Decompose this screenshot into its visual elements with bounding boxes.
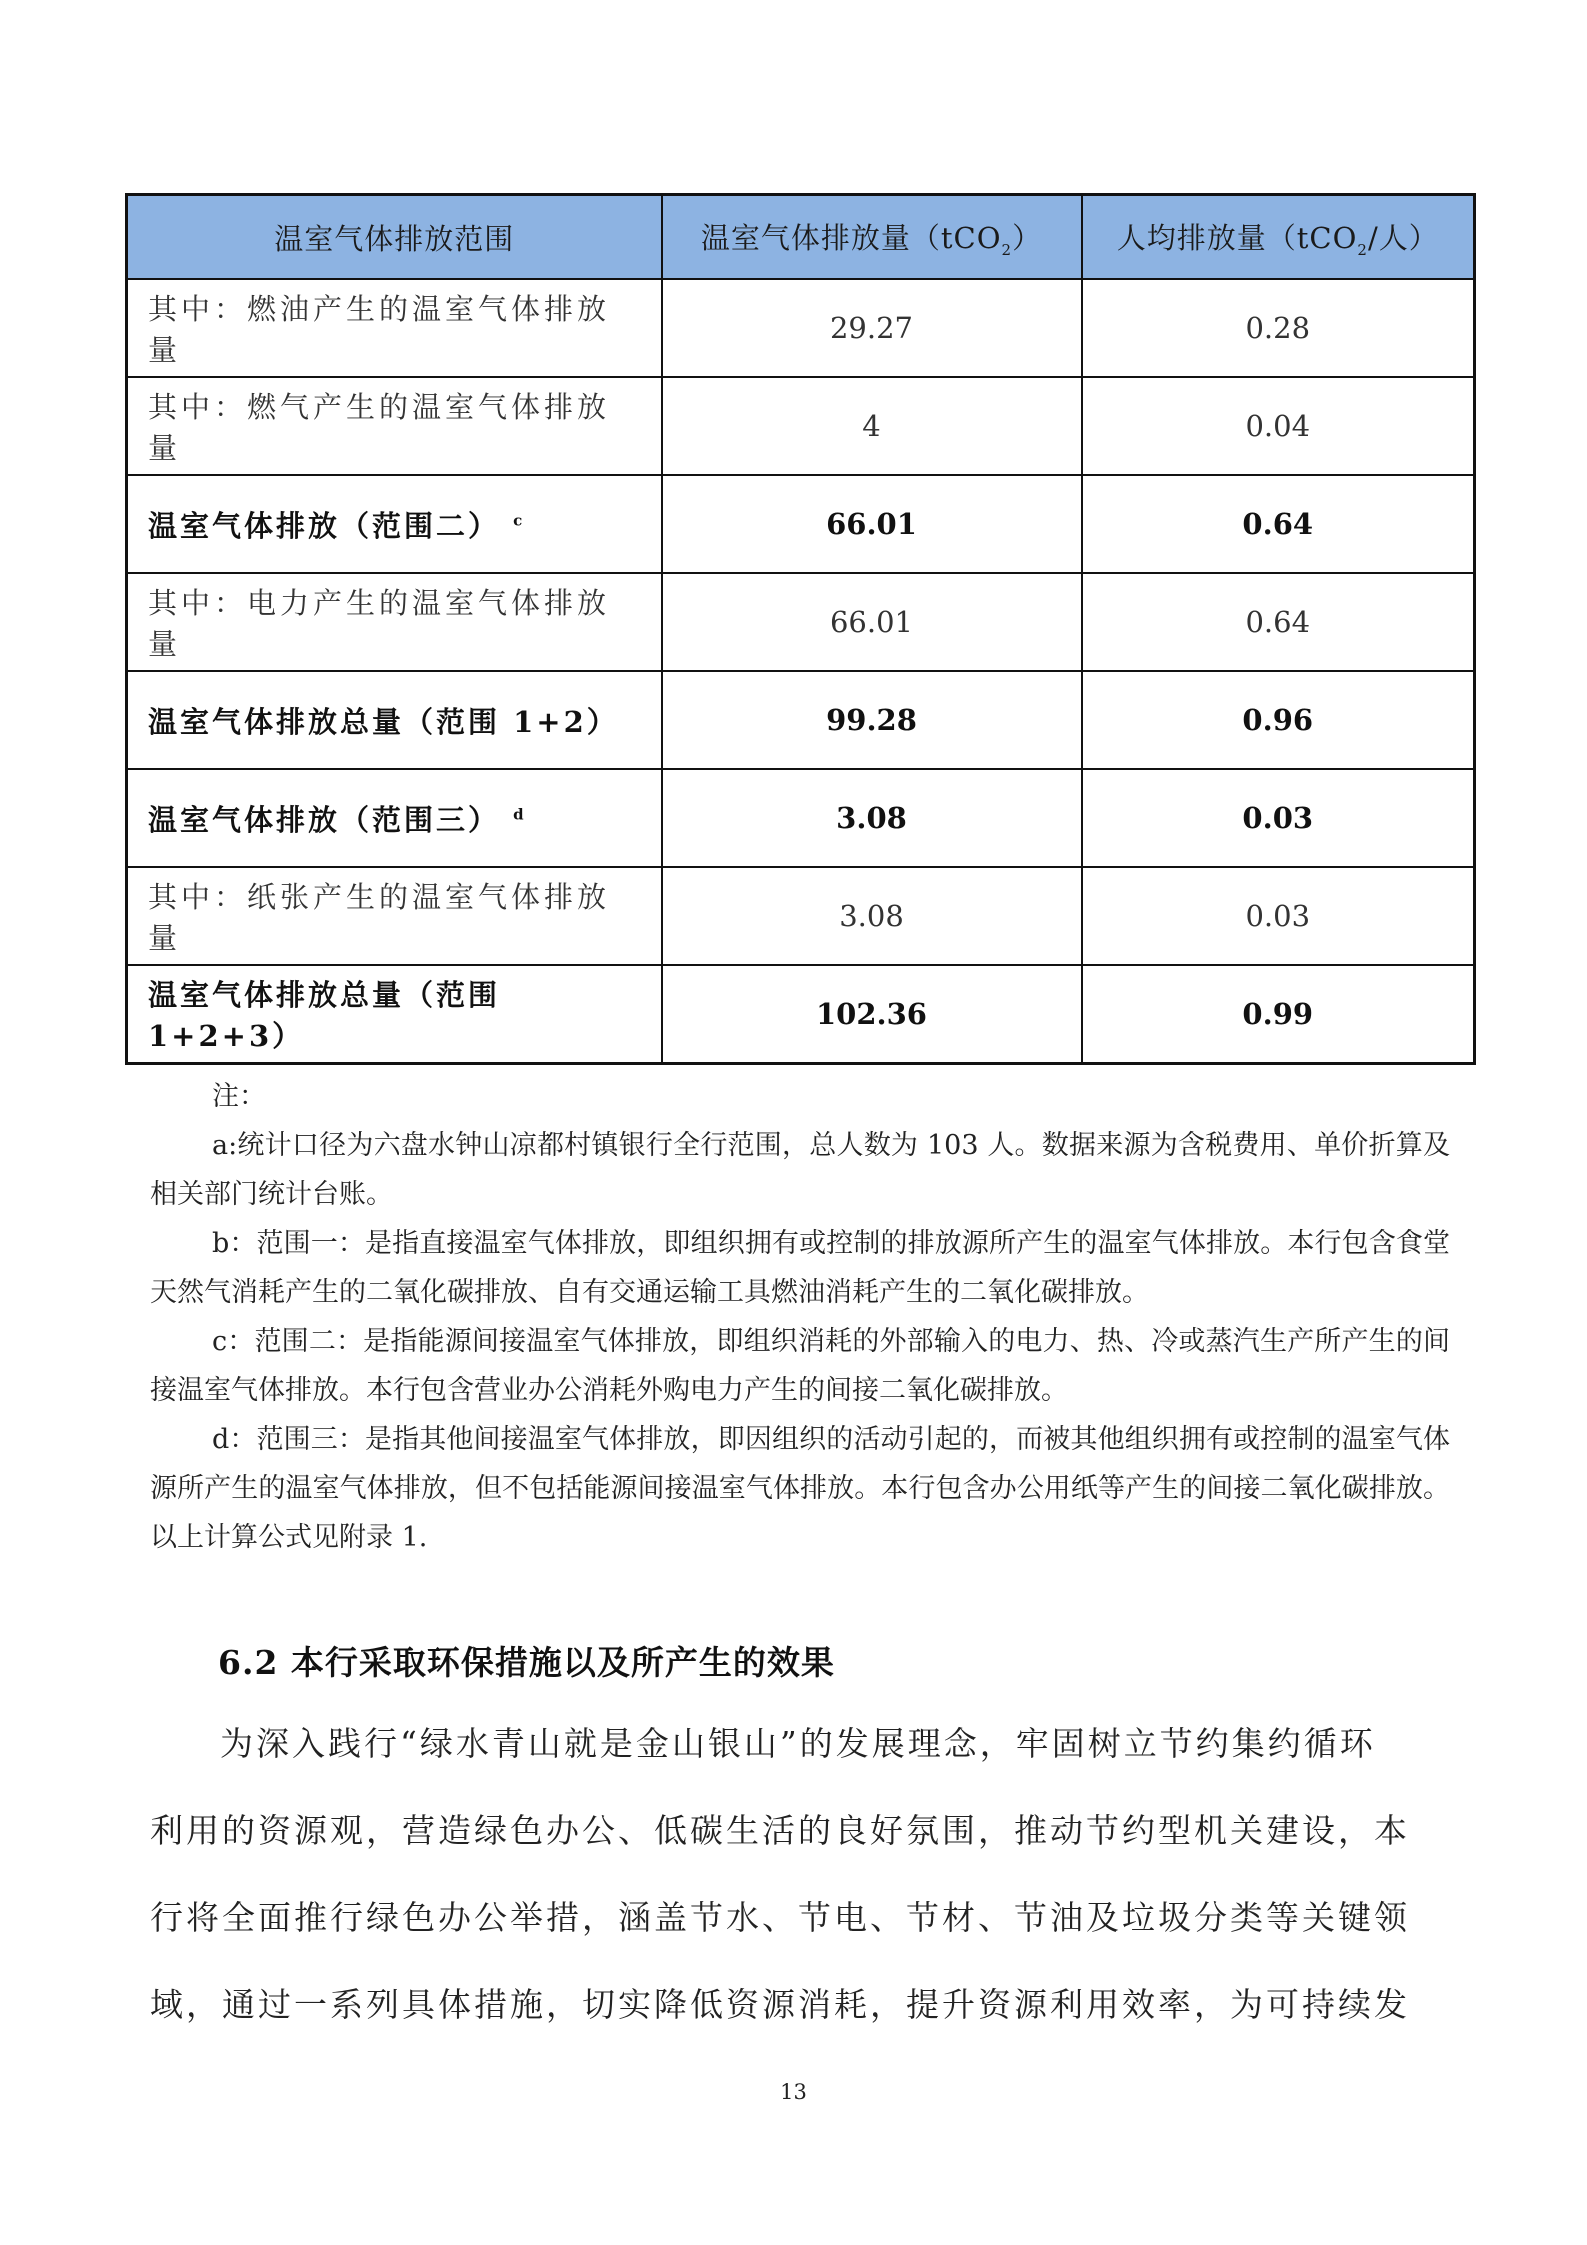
table-row xyxy=(127,867,1475,965)
row-total-emissions: 4 xyxy=(662,377,1082,475)
row-total-emissions: 3.08 xyxy=(662,769,1082,867)
body-line: 利用的资源观，营造绿色办公、低碳生活的良好氛围，推动节约型机关建设，本 xyxy=(150,1811,1410,1850)
row-total-emissions: 66.01 xyxy=(662,573,1082,671)
note-a: a:统计口径为六盘水钟山凉都村镇银行全行范围，总人数为 103 人。数据来源为含税费用、单价折算及相关部门统计台账。 xyxy=(150,1130,1450,1210)
row-per-capita: 0.04 xyxy=(1082,377,1475,475)
row-per-capita: 0.03 xyxy=(1082,769,1475,867)
row-per-capita: 0.28 xyxy=(1082,279,1475,377)
row-per-capita: 0.96 xyxy=(1082,671,1475,769)
ghg-emissions-table xyxy=(125,193,1476,1065)
table-row xyxy=(127,965,1475,1064)
row-label: 温室气体排放（范围三） $^d$ xyxy=(127,769,662,867)
row-total-emissions: 99.28 xyxy=(662,671,1082,769)
row-label: 温室气体排放总量（范围 1+2+3） xyxy=(127,965,662,1064)
note-d: d：范围三：是指其他间接温室气体排放，即因组织的活动引起的，而被其他组织拥有或控制的温室气体源所产生的温室气体排放，但不包括能源间接温室气体排放。本行包含办公用纸等产生的间接二氧化碳排放。以上计算公式见附录 1. xyxy=(150,1424,1450,1553)
table-row xyxy=(127,279,1475,377)
row-total-emissions: 3.08 xyxy=(662,867,1082,965)
footnote-marker: c xyxy=(513,510,526,529)
body-line: 域，通过一系列具体措施，切实降低资源消耗，提升资源利用效率，为可持续发 xyxy=(150,1985,1410,2024)
header-scope: 温室气体排放范围 xyxy=(127,195,662,280)
notes-heading: 注： xyxy=(212,1081,266,1112)
footnote-marker: d xyxy=(513,804,527,823)
table-row xyxy=(127,377,1475,475)
header-per-capita: 人均排放量（tCO$_2$/人） xyxy=(1082,195,1475,280)
section-body xyxy=(150,1700,1452,2048)
table-notes xyxy=(150,1072,1450,1562)
note-b: b：范围一：是指直接温室气体排放，即组织拥有或控制的排放源所产生的温室气体排放。本行包含食堂天然气消耗产生的二氧化碳排放、自有交通运输工具燃油消耗产生的二氧化碳排放。 xyxy=(150,1228,1450,1308)
row-per-capita: 0.03 xyxy=(1082,867,1475,965)
header-total-emissions: 温室气体排放量（tCO$_2$） xyxy=(662,195,1082,280)
row-total-emissions: 29.27 xyxy=(662,279,1082,377)
note-c: c：范围二：是指能源间接温室气体排放，即组织消耗的外部输入的电力、热、冷或蒸汽生产所产生的间接温室气体排放。本行包含营业办公消耗外购电力产生的间接二氧化碳排放。 xyxy=(150,1326,1450,1406)
body-line: 为深入践行“绿水青山就是金山银山”的发展理念，牢固树立节约集约循环 xyxy=(220,1724,1376,1763)
table-row xyxy=(127,573,1475,671)
row-label: 温室气体排放总量（范围 1+2） xyxy=(127,671,662,769)
row-label: 其中：电力产生的温室气体排放量 xyxy=(127,573,662,671)
table-row xyxy=(127,769,1475,867)
section-heading: 6.2 本行采取环保措施以及所产生的效果 xyxy=(218,1643,835,1682)
row-label: 其中：燃气产生的温室气体排放量 xyxy=(127,377,662,475)
row-per-capita: 0.64 xyxy=(1082,573,1475,671)
row-per-capita: 0.99 xyxy=(1082,965,1475,1064)
page-number: 13 xyxy=(780,2080,807,2104)
body-line: 行将全面推行绿色办公举措，涵盖节水、节电、节材、节油及垃圾分类等关键领 xyxy=(150,1898,1410,1937)
row-total-emissions: 66.01 xyxy=(662,475,1082,573)
table-row xyxy=(127,475,1475,573)
row-per-capita: 0.64 xyxy=(1082,475,1475,573)
row-label: 其中：燃油产生的温室气体排放量 xyxy=(127,279,662,377)
table-header-row xyxy=(127,195,1475,280)
table-row xyxy=(127,671,1475,769)
row-label: 其中：纸张产生的温室气体排放量 xyxy=(127,867,662,965)
row-label: 温室气体排放（范围二） $^c$ xyxy=(127,475,662,573)
row-total-emissions: 102.36 xyxy=(662,965,1082,1064)
